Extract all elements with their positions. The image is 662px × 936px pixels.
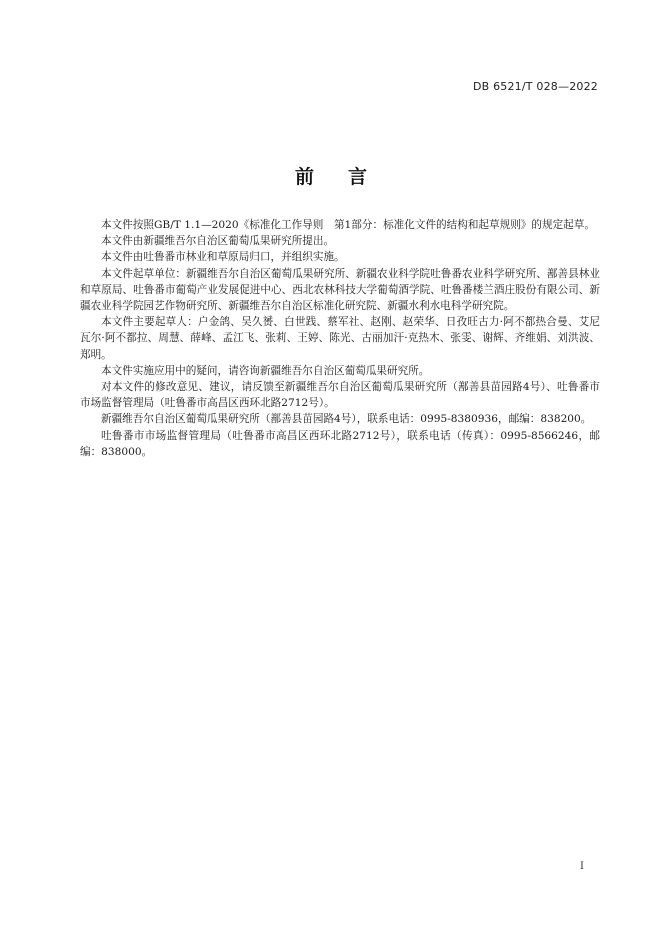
- document-code: DB 6521/T 028—2022: [472, 80, 598, 93]
- paragraph-main-drafters: 本文件主要起草人：户金鸽、吴久赟、白世践、蔡军社、赵刚、赵荣华、日孜旺古力·阿不都热合曼、艾尼瓦尔·阿不都拉、周慧、薛峰、孟江飞、张莉、王婷、陈光、古丽加汗·克热木、张雯、谢辉、齐维娟、刘洪波、郑明。: [80, 316, 600, 361]
- paragraph-drafting-units: 本文件起草单位：新疆维吾尔自治区葡萄瓜果研究所、新疆农业科学院吐鲁番农业科学研究所、鄯善县林业和草原局、吐鲁番市葡萄产业发展促进中心、西北农林科技大学葡萄酒学院、吐鲁番楼兰酒庄股份有限公司、新疆农业科学院园艺作物研究所、新疆维吾尔自治区标准化研究院、新疆水利水电科学研究院。: [80, 267, 600, 313]
- paragraph-inquiries: 本文件实施应用中的疑问，请咨询新疆维吾尔自治区葡萄瓜果研究所。: [101, 364, 430, 377]
- page-number: I: [580, 861, 584, 872]
- paragraph-contact-bureau: 吐鲁番市市场监督管理局（吐鲁番市高昌区西环北路2712号），联系电话（传真）：0995-8566246，邮编：838000。: [80, 429, 600, 458]
- foreword-body: [80, 217, 600, 460]
- paragraph-proposer: 本文件由新疆维吾尔自治区葡萄瓜果研究所提出。: [101, 235, 335, 248]
- paragraph-contact-institute: 新疆维吾尔自治区葡萄瓜果研究所（鄯善县苗园路4号），联系电话：0995-8380936，邮编：838200。: [101, 413, 592, 426]
- page-title: 前言: [294, 166, 401, 188]
- paragraph-drafting-rules: 本文件按照GB/T 1.1—2020《标准化工作导则 第1部分：标准化文件的结构和起草规则》的规定起草。: [101, 219, 595, 231]
- paragraph-administrator: 本文件由吐鲁番市林业和草原局归口，并组织实施。: [101, 251, 345, 264]
- paragraph-feedback: 对本文件的修改意见、建议，请反馈至新疆维吾尔自治区葡萄瓜果研究所（鄯善县苗园路4号）、吐鲁番市市场监督管理局（吐鲁番市高昌区西环北路2712号）。: [80, 381, 600, 410]
